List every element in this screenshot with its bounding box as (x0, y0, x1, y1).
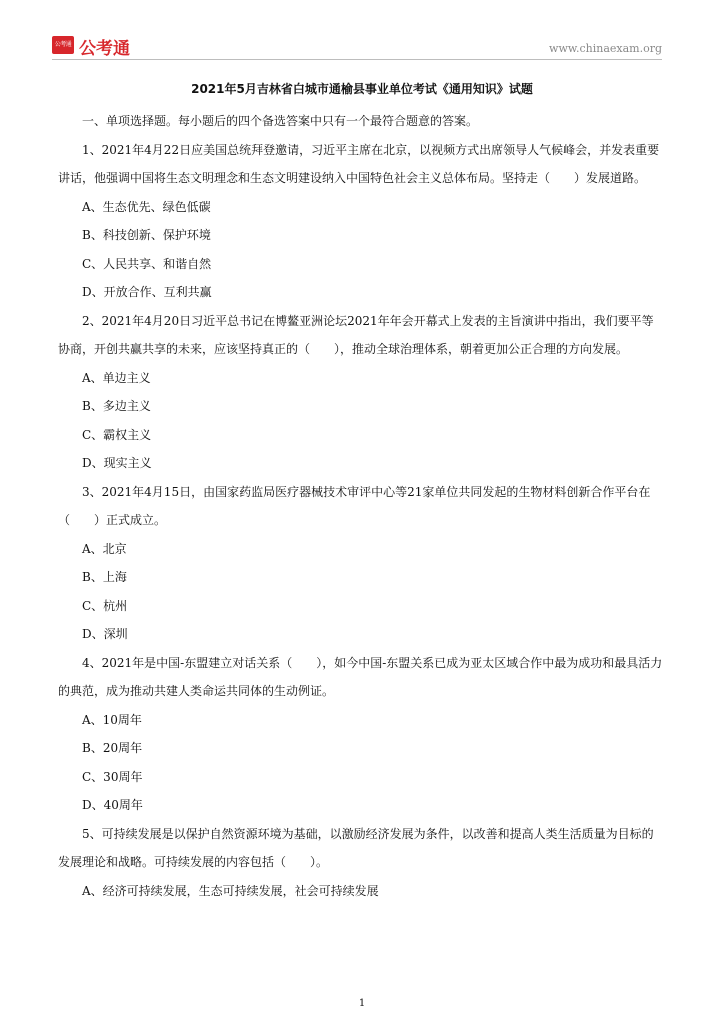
question-option: C、霸权主义 (82, 427, 152, 442)
question-stem: 5、可持续发展是以保护自然资源环境为基础，以激励经济发展为条件，以改善和提高人类生活质量为目标的发展理论和战略。可持续发展的内容包括（ ）。 (58, 826, 654, 869)
question-stem: 4、2021年是中国-东盟建立对话关系（ ），如今中国-东盟关系已成为亚太区域合作中最为成功和最具活力的典范，成为推动共建人类命运共同体的生动例证。 (58, 655, 663, 698)
question-stem: 2、2021年4月20日习近平总书记在博鳌亚洲论坛2021年年会开幕式上发表的主旨演讲中指出，我们要平等协商，开创共赢共享的未来，应该坚持真正的（ ），推动全球治理体系，朝着更加公正合理的方向发展。 (58, 313, 654, 356)
question-option: B、多边主义 (82, 399, 151, 413)
question-option: D、40周年 (82, 798, 143, 812)
question-stem: 3、2021年4月15日，由国家药监局医疗器械技术审评中心等21家单位共同发起的生物材料创新合作平台在（ ）正式成立。 (58, 484, 651, 527)
question-option: A、北京 (82, 541, 127, 556)
question-option: A、单边主义 (82, 370, 151, 385)
question-option: D、开放合作、互利共赢 (82, 285, 212, 299)
site-url: www.chinaexam.org (549, 42, 662, 55)
page-number: 1 (358, 998, 366, 1009)
question-option: D、深圳 (82, 627, 128, 641)
question-option: B、20周年 (82, 741, 143, 755)
page-header (52, 36, 662, 58)
question-option: B、科技创新、保护环境 (82, 228, 211, 242)
question-option: A、生态优先、绿色低碳 (82, 199, 211, 214)
question-option: A、经济可持续发展，生态可持续发展，社会可持续发展 (82, 883, 379, 898)
document-title: 2021年5月吉林省白城市通榆县事业单位考试《通用知识》试题 (191, 82, 533, 96)
question-option: C、杭州 (82, 598, 128, 613)
logo-icon: 公考通 (52, 36, 74, 54)
question-option: C、人民共享、和谐自然 (82, 256, 212, 271)
question-option: C、30周年 (82, 769, 143, 784)
question-option: D、现实主义 (82, 456, 152, 470)
document-body (58, 107, 664, 905)
header-divider (52, 59, 662, 60)
section-heading: 一、单项选择题。每小题后的四个备选答案中只有一个最符合题意的答案。 (82, 114, 479, 128)
question-stem: 1、2021年4月22日应美国总统拜登邀请，习近平主席在北京，以视频方式出席领导人气候峰会，并发表重要讲话，他强调中国将生态文明理念和生态文明建设纳入中国特色社会主义总体布局。坚持走（ ）发展道路。 (58, 142, 660, 185)
logo-name: 公考通 (79, 39, 130, 59)
question-option: B、上海 (82, 570, 127, 584)
question-option: A、10周年 (82, 712, 142, 727)
